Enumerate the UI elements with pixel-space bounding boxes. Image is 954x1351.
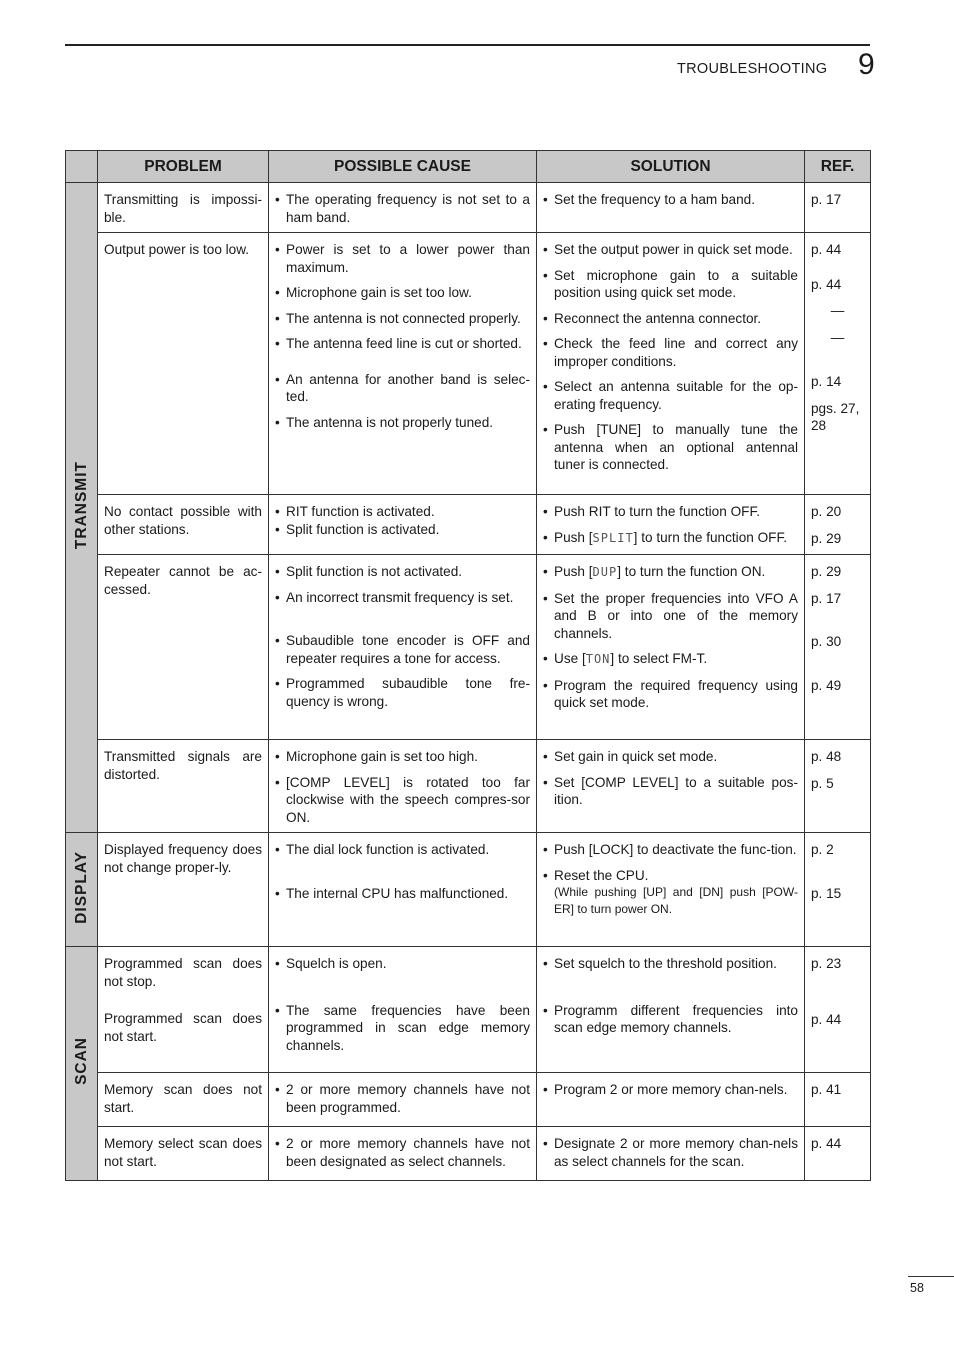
solution-item	[543, 774, 798, 809]
header-problem: PROBLEM	[98, 151, 269, 183]
solution-text: ] to turn the function OFF.	[633, 529, 788, 545]
ref-item: p. 29	[811, 564, 842, 579]
solution-text: Set microphone gain to a suitable position using quick set mode.	[554, 267, 798, 300]
cause-item: • The internal CPU has malfunctioned.	[275, 885, 530, 903]
problem-cell	[98, 183, 269, 233]
solution-item	[543, 191, 798, 209]
solution-text: Program the required frequency using quick set mode.	[554, 677, 798, 710]
table-body	[66, 183, 871, 1181]
cause-cell	[269, 1127, 537, 1181]
table-row	[66, 1127, 871, 1181]
cause-item: • Programmed subaudible tone fre-quency is wrong.	[275, 675, 530, 710]
lcd-key-label: DUP	[592, 565, 618, 579]
solution-text: Reset the CPU.	[554, 867, 649, 883]
solution-text: Reconnect the antenna connector.	[554, 310, 762, 326]
ref-item: p. 15	[811, 885, 842, 901]
solution-text: Push [TUNE] to manually tune the antenna when an optional antennal tuner is connected.	[554, 422, 798, 472]
solution-cell	[537, 233, 805, 495]
problem-cell	[98, 495, 269, 555]
problem-text: No contact possible with other stations.	[104, 504, 262, 537]
solution-item	[543, 841, 798, 859]
problem-text: Displayed frequency does not change proper-ly.	[104, 842, 262, 875]
solution-text: Push RIT to turn the function OFF.	[554, 504, 761, 519]
problem-cell	[98, 947, 269, 1073]
cause-cell	[269, 555, 537, 740]
cause-item: • 2 or more memory channels have not been programmed.	[275, 1081, 530, 1116]
solution-item	[543, 529, 798, 548]
table-row	[66, 233, 871, 495]
table-row	[66, 1073, 871, 1127]
ref-item: —	[830, 303, 845, 318]
section-label: SCAN	[72, 1037, 90, 1086]
cause-cell	[269, 233, 537, 495]
ref-cell	[805, 495, 871, 555]
table-row	[66, 947, 871, 1073]
ref-item: p. 44	[811, 242, 842, 257]
page-number: 58	[910, 1281, 924, 1295]
solution-cell	[537, 947, 805, 1073]
solution-cell	[537, 495, 805, 555]
header-rule	[65, 44, 870, 46]
ref-item: p. 30	[811, 634, 842, 649]
solution-item	[543, 955, 798, 973]
cause-cell	[269, 947, 537, 1073]
cause-item: • The antenna is not connected properly.	[275, 310, 530, 328]
section-label: TRANSMIT	[72, 461, 90, 550]
solution-text: Push [	[554, 529, 593, 545]
solution-item	[543, 650, 798, 669]
ref-item: p. 41	[811, 1082, 842, 1097]
problem-cell	[98, 833, 269, 947]
ref-item: p. 29	[811, 530, 842, 546]
solution-item	[543, 310, 798, 328]
ref-cell	[805, 740, 871, 833]
table-header-row	[66, 151, 871, 183]
problem-cell	[98, 555, 269, 740]
solution-item	[543, 241, 798, 259]
ref-cell	[805, 555, 871, 740]
ref-item: p. 5	[811, 775, 834, 791]
problem-cell	[98, 1127, 269, 1181]
solution-item	[543, 563, 798, 582]
table-row	[66, 183, 871, 233]
solution-item	[543, 748, 798, 766]
problem-text: Programmed scan does not start.	[104, 1011, 262, 1044]
lcd-key-label: TON	[585, 652, 611, 666]
solution-item	[543, 335, 798, 370]
section-display	[66, 833, 98, 947]
cause-item: • Split function is activated.	[275, 521, 530, 539]
cause-item: • Microphone gain is set too high.	[275, 748, 530, 766]
solution-item	[543, 421, 798, 474]
solution-cell	[537, 183, 805, 233]
section-label: DISPLAY	[72, 850, 90, 924]
solution-text: Set gain in quick set mode.	[554, 749, 718, 764]
solution-item	[543, 1135, 798, 1170]
cause-item: • Microphone gain is set too low.	[275, 284, 530, 302]
solution-item	[543, 867, 798, 919]
cause-item: • The same frequencies have been programmed in scan edge memory channels.	[275, 1002, 530, 1055]
problem-cell	[98, 1073, 269, 1127]
cause-cell	[269, 740, 537, 833]
chapter-number: 9	[858, 48, 875, 81]
cause-item: • 2 or more memory channels have not been designated as select channels.	[275, 1135, 530, 1170]
ref-cell	[805, 1127, 871, 1181]
solution-text: Designate 2 or more memory chan-nels as select channels for the scan.	[554, 1136, 798, 1169]
section-transmit	[66, 183, 98, 833]
cause-cell	[269, 833, 537, 947]
ref-cell	[805, 947, 871, 1073]
table-row	[66, 833, 871, 947]
ref-item: —	[830, 329, 845, 345]
cause-item: • RIT function is activated.	[275, 503, 530, 521]
lcd-key-label: SPLIT	[592, 530, 634, 545]
cause-cell	[269, 495, 537, 555]
solution-item	[543, 378, 798, 413]
header-solution: SOLUTION	[537, 151, 805, 183]
solution-text: Push [LOCK] to deactivate the func-tion.	[554, 842, 797, 857]
ref-item: p. 2	[811, 842, 834, 857]
ref-item: p. 44	[811, 276, 842, 292]
problem-text: Transmitted signals are distorted.	[104, 749, 262, 782]
problem-cell	[98, 740, 269, 833]
solution-text: ] to turn the function ON.	[617, 564, 766, 579]
cause-item: • The dial lock function is activated.	[275, 841, 530, 859]
solution-cell	[537, 1127, 805, 1181]
solution-text: ] to select FM-T.	[610, 651, 708, 666]
cause-item: • An incorrect transmit frequency is set.	[275, 589, 530, 607]
solution-item	[543, 677, 798, 712]
ref-item: p. 48	[811, 749, 842, 764]
cause-item: • Squelch is open.	[275, 955, 530, 973]
solution-item	[543, 1002, 798, 1037]
corner-cell	[66, 151, 98, 183]
solution-text: Program 2 or more memory chan-nels.	[554, 1082, 788, 1097]
ref-cell	[805, 833, 871, 947]
cause-item: • The antenna feed line is cut or shorted.	[275, 335, 530, 353]
ref-cell	[805, 183, 871, 233]
problem-text: Programmed scan does not stop.	[104, 956, 262, 989]
solution-item	[543, 1081, 798, 1099]
ref-item: p. 44	[811, 1136, 842, 1151]
problem-text: Memory scan does not start.	[104, 1082, 262, 1115]
solution-text: Check the feed line and correct any improper conditions.	[554, 336, 798, 369]
solution-item	[543, 503, 798, 521]
solution-text: Set squelch to the threshold position.	[554, 956, 777, 971]
solution-cell	[537, 833, 805, 947]
ref-item: p. 23	[811, 956, 842, 971]
chapter-title: TROUBLESHOOTING	[677, 61, 828, 77]
troubleshooting-table	[65, 150, 871, 1181]
solution-text: Programm different frequencies into scan edge memory channels.	[554, 1002, 798, 1035]
cause-item: • The operating frequency is not set to a ham band.	[275, 191, 530, 226]
cause-item: • [COMP LEVEL] is rotated too far clockwise with the speech compres-sor ON.	[275, 774, 530, 827]
ref-cell	[805, 1073, 871, 1127]
solution-text: Set [COMP LEVEL] to a suitable pos-ition.	[554, 774, 798, 807]
problem-text: Memory select scan does not start.	[104, 1136, 262, 1169]
cause-item: • The antenna is not properly tuned.	[275, 414, 530, 432]
solution-item	[543, 590, 798, 643]
header-ref: REF.	[805, 151, 871, 183]
ref-item: p. 49	[811, 677, 842, 693]
ref-item: p. 14	[811, 374, 842, 389]
cause-item: • An antenna for another band is selec-ted.	[275, 371, 530, 406]
ref-item: p. 17	[811, 590, 842, 606]
ref-item: p. 17	[811, 192, 842, 207]
solution-cell	[537, 740, 805, 833]
table-row	[66, 555, 871, 740]
header-cause: POSSIBLE CAUSE	[269, 151, 537, 183]
solution-text: Set the proper frequencies into VFO A and B or into one of the memory channels.	[554, 590, 798, 641]
solution-text: Set the output power in quick set mode.	[554, 242, 793, 257]
solution-cell	[537, 1073, 805, 1127]
solution-text: Use [	[554, 651, 586, 666]
ref-item: p. 20	[811, 504, 842, 519]
table-row	[66, 495, 871, 555]
cause-cell	[269, 183, 537, 233]
cause-item: • Subaudible tone encoder is OFF and repeater requires a tone for access.	[275, 632, 530, 667]
section-scan	[66, 947, 98, 1181]
problem-cell	[98, 233, 269, 495]
solution-item	[543, 267, 798, 302]
ref-item: pgs. 27, 28	[811, 400, 860, 433]
solution-text: Push [	[554, 564, 593, 579]
solution-note: (While pushing [UP] and [DN] push [POW-ER] to turn power ON.	[554, 885, 798, 916]
solution-text: Set the frequency to a ham band.	[554, 192, 756, 207]
problem-text: Repeater cannot be ac-cessed.	[104, 564, 262, 597]
ref-cell	[805, 233, 871, 495]
solution-cell	[537, 555, 805, 740]
cause-cell	[269, 1073, 537, 1127]
problem-text: Transmitting is impossi-ble.	[104, 192, 262, 225]
footer-rule	[908, 1276, 954, 1277]
cause-item: • Split function is not activated.	[275, 563, 530, 581]
table-row	[66, 740, 871, 833]
ref-item: p. 44	[811, 1011, 842, 1027]
solution-text: Select an antenna suitable for the op-erating frequency.	[554, 379, 798, 412]
problem-text: Output power is too low.	[104, 242, 250, 257]
cause-item: • Power is set to a lower power than maximum.	[275, 241, 530, 276]
